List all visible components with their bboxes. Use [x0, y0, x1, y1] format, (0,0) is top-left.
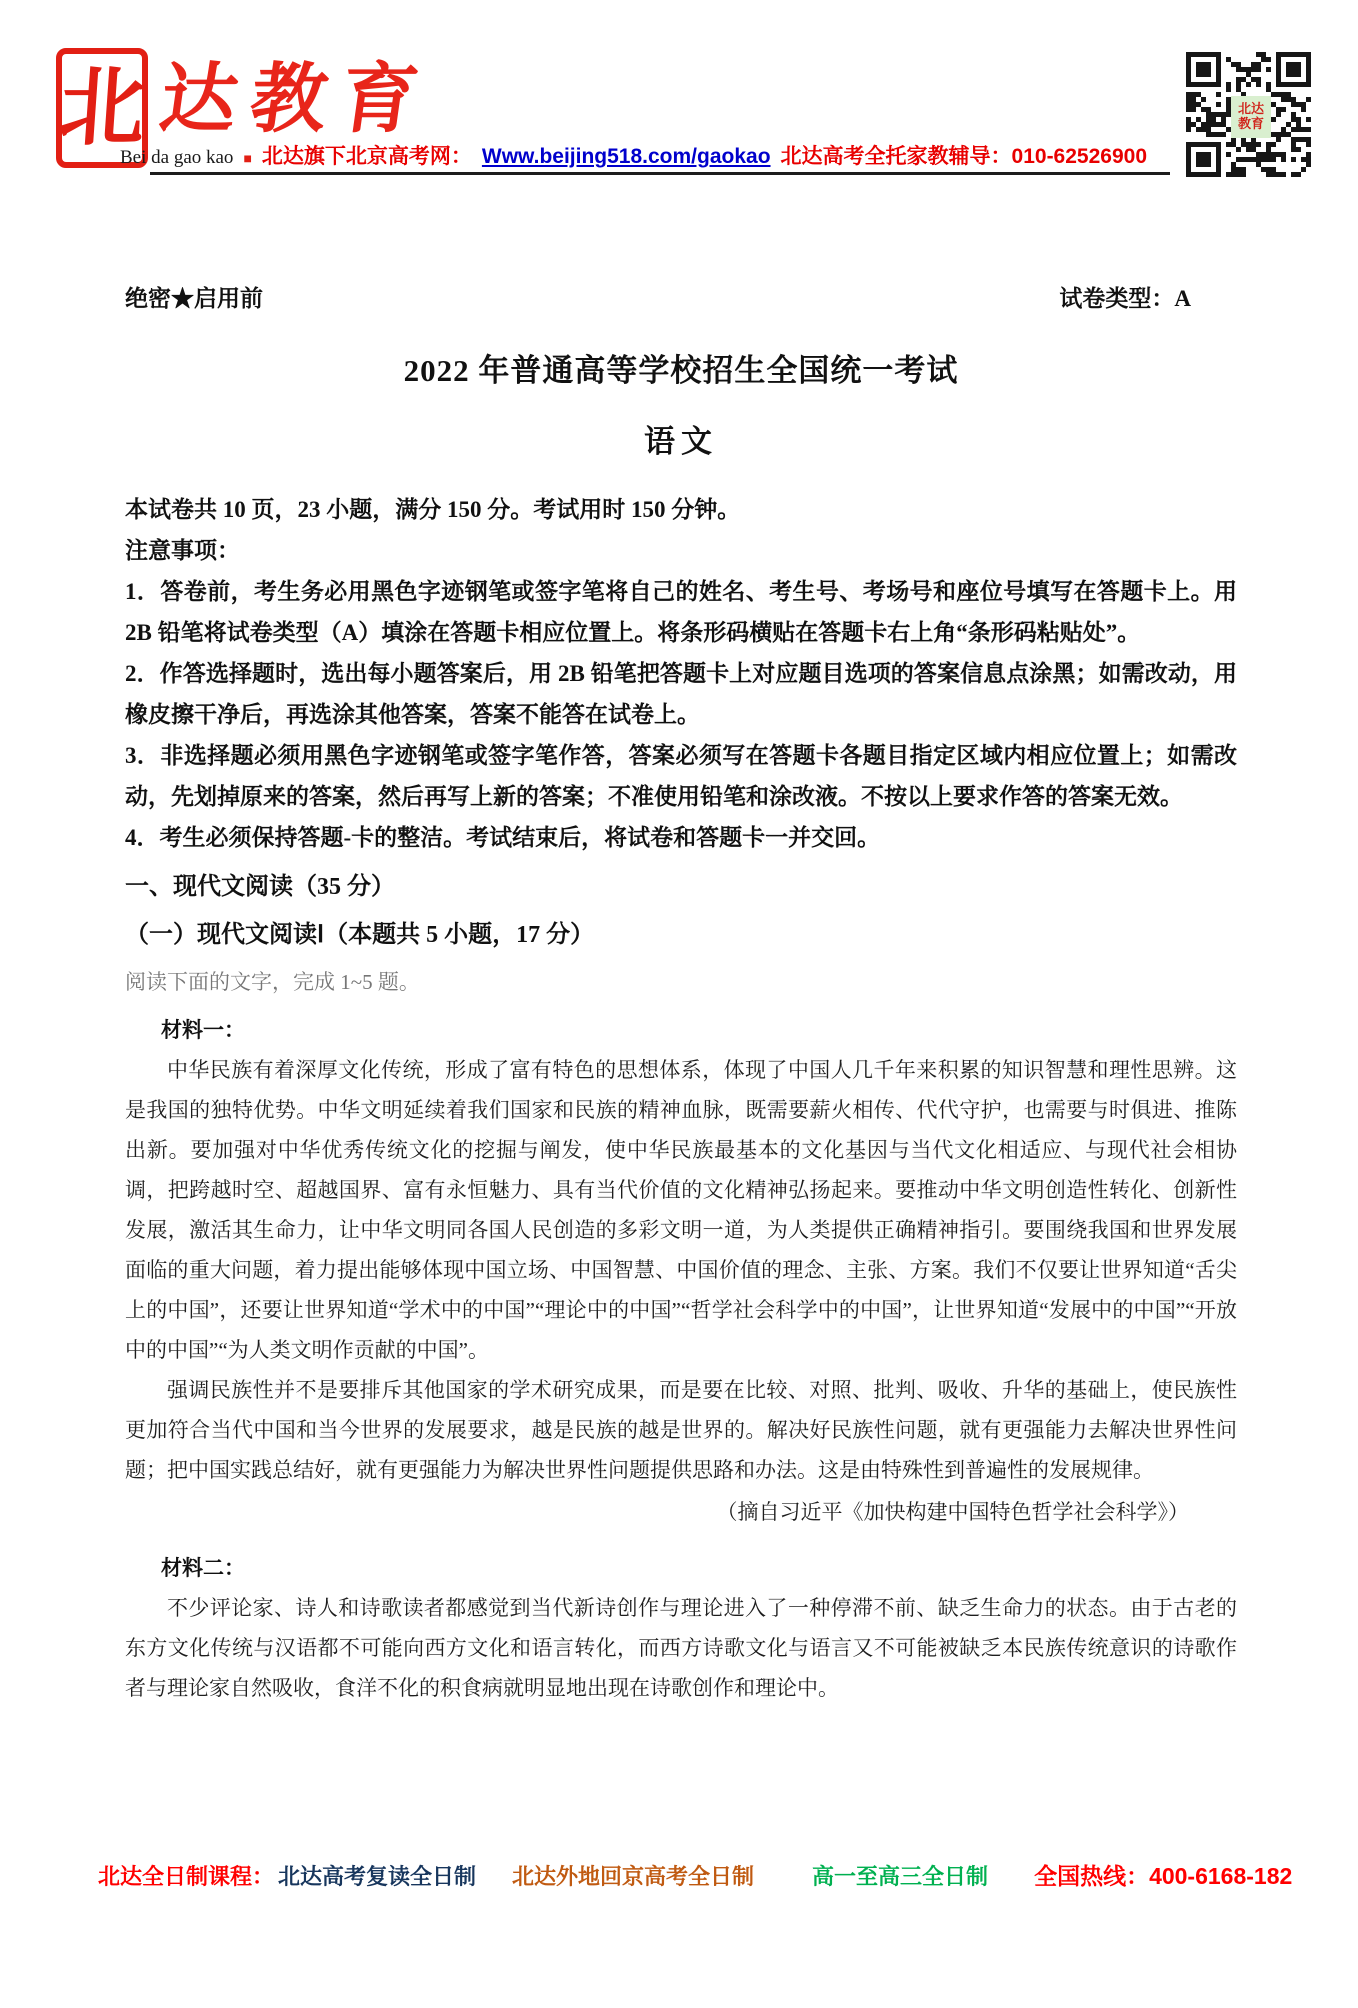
note-item-4: 4．考生必须保持答题-卡的整洁。考试结束后，将试卷和答题卡一并交回。 [125, 825, 881, 850]
square-bullet-icon: ■ [243, 152, 252, 167]
exam-subject: 语文 [644, 424, 718, 459]
material1-paragraph-2: 强调民族性并不是要排斥其他国家的学术研究成果，而是要在比较、对照、批判、吸收、升华的基础上，使民族性更加符合当代中国和当今世界的发展要求，越是民族的越是世界的。解决好民族性问题，就有更强能力去解决世界性问题；把中国实践总结好，就有更强能力为解决世界性问题提供思路和办法。这是由特殊性到普遍性的发展规律。 [125, 1378, 1237, 1482]
footer-label: 北达全日制课程： [98, 1864, 275, 1889]
qr-center-badge [1231, 96, 1271, 138]
paper-type-label: 试卷类型：A [1059, 286, 1191, 311]
promo-site-link[interactable]: Www.beijing518.com/gaokao [481, 145, 771, 168]
promo-tutor-phone: 北达高考全托家教辅导：010-62526900 [780, 145, 1147, 168]
material1-source: （摘自习近平《加快构建中国特色哲学社会科学》） [716, 1500, 1189, 1524]
footer-course-2: 北达外地回京高考全日制 [512, 1864, 755, 1889]
secrecy-label: 绝密★启用前 [125, 286, 263, 311]
note-item-2: 2．作答选择题时，选出每小题答案后，用 2B 铅笔把答题卡上对应题目选项的答案信息点涂黑；如需改动，用橡皮擦干净后，再选涂其他答案，答案不能答在试卷上。 [125, 661, 1237, 727]
footer-promo [98, 1858, 1293, 1891]
note-item-3: 3．非选择题必须用黑色字迹钢笔或签字笔作答，答案必须写在答题卡各题目指定区域内相应位置上；如需改动，先划掉原来的答案，然后再写上新的答案；不准使用铅笔和涂改液。不按以上要求作答的答案无效。 [125, 743, 1237, 809]
qr-badge-text: 北达 [1237, 101, 1264, 117]
qr-code [1186, 52, 1316, 182]
material1-label: 材料一： [161, 1018, 245, 1042]
material2-paragraph-1: 不少评论家、诗人和诗歌读者都感觉到当代新诗创作与理论进入了一种停滞不前、缺乏生命力的状态。由于古老的东方文化传统与汉语都不可能向西方文化和语言转化，而西方诗歌文化与语言又不可能被缺乏本民族传统意识的诗歌作者与理论家自然吸收，食洋不化的积食病就明显地出现在诗歌创作和理论中。 [125, 1596, 1237, 1700]
footer-course-1: 北达高考复读全日制 [278, 1864, 477, 1889]
header-promo-line [120, 140, 1147, 170]
qr-badge-text: 教育 [1237, 116, 1264, 131]
material1-paragraph-1: 中华民族有着深厚文化传统，形成了富有特色的思想体系，体现了中国人几千年来积累的知识智慧和理性思辨。这是我国的独特优势。中华文明延续着我们国家和民族的精神血脉，既需要薪火相传、代代守护，也需要与时俱进、推陈出新。要加强对中华优秀传统文化的挖掘与阐发，使中华民族最基本的文化基因与当代文化相适应、与现代社会相协调，把跨越时空、超越国界、富有永恒魅力、具有当代价值的文化精神弘扬起来。要推动中华文明创造性转化、创新性发展，激活其生命力，让中华文明同各国人民创造的多彩文明一道，为人类提供正确精神指引。要围绕我国和世界发展面临的重大问题，着力提出能够体现中国立场、中国智慧、中国价值的理念、主张、方案。我们不仅要让世界知道“舌尖上的中国”，还要让世界知道“学术中的中国”“理论中的中国”“哲学社会科学中的中国”，让世界知道“发展中的中国”“开放中的中国”“为人类文明作贡献的中国”。 [125, 1058, 1237, 1362]
subsection-heading: （一）现代文阅读Ⅰ（本题共 5 小题，17 分） [125, 922, 595, 948]
secrecy-row [125, 280, 1237, 313]
reading-prompt: 阅读下面的文字，完成 1~5 题。 [125, 970, 420, 994]
promo-site-label: 北达旗下北京高考网： [261, 145, 472, 168]
footer-course-3: 高一至高三全日制 [812, 1864, 989, 1889]
section-heading: 一、现代文阅读（35 分） [125, 874, 395, 900]
brand-seal-char: 北 [55, 60, 149, 156]
exam-document [125, 280, 1237, 1708]
exam-title: 2022 年普通高等学校招生全国统一考试 [403, 353, 959, 388]
brand-logotype: 达教育 [155, 58, 437, 142]
note-item-1: 1．答卷前，考生务必用黑色字迹钢笔或签字笔将自己的姓名、考生号、考场号和座位号填写在答题卡上。用 2B 铅笔将试卷类型（A）填涂在答题卡相应位置上。将条形码横贴在答题卡右上角“条形码粘贴处”。 [125, 579, 1237, 645]
notes-heading: 注意事项： [125, 538, 240, 563]
material2-label: 材料二： [161, 1556, 245, 1580]
footer-hotline: 全国热线：400-6168-182 [1034, 1863, 1293, 1889]
header-divider [150, 172, 1170, 175]
exam-summary: 本试卷共 10 页，23 小题，满分 150 分。考试用时 150 分钟。 [125, 497, 741, 522]
brand-tagline: Bei da gao kao [120, 147, 234, 168]
